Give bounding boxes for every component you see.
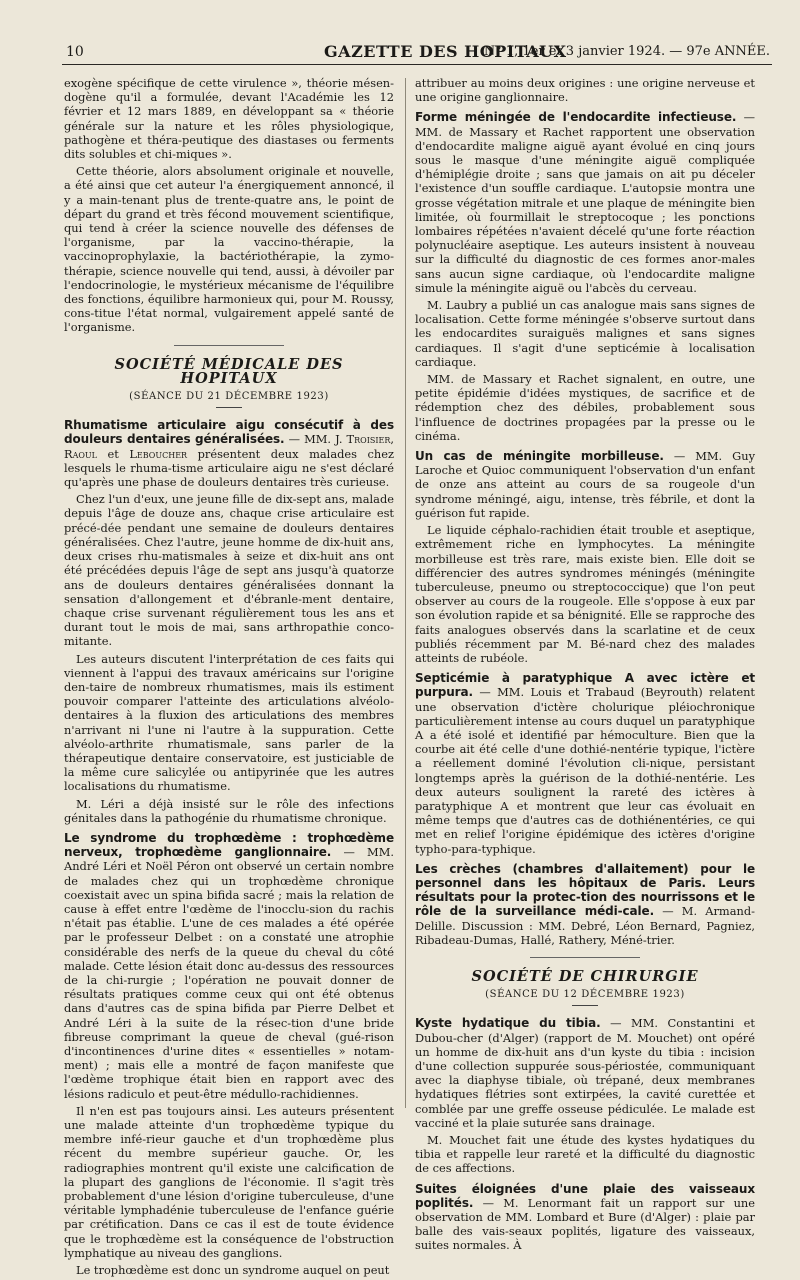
short-rule [216,407,242,408]
article-paragraph: Les crèches (chambres d'allaitement) pour le personnel dans les hôpitaux de Paris. Leurs résultats pour la protec-tion des nourrissons et le rôle de la surveillance médi-cale. — M. Armand-Delille. Discussion : MM. Debré, Léon Bernard, Pagniez, Ribadeau-Dumas, Hallé, Rathery, Méné-trier. [415,861,755,947]
article-paragraph: Rhumatisme articulaire aigu consécutif à des douleurs dentaires généralisées. — MM. J. Troisier, Raoul et Leboucher présentent deux malades chez lesquels le rhuma-tisme articulaire aigu ne s'est déclaré qu'après une phase de douleurs dentaires très curieuse. [64,418,394,490]
article-paragraph: Suites éloignées d'une plaie des vaisseaux poplités. — M. Lenormant fait un rapport sur une observation de MM. Lombard et Bure (d'Alger) : plaie par balle des vais-seaux poplités, ligature des vaisseaux, suites normales. À [415,1181,755,1253]
issue-info: N° 1, 1er et 3 janvier 1924. — 97e ANNÉE. [483,44,770,59]
article-title: Forme méningée de l'endocardite infectieuse. [415,110,737,125]
short-rule [572,1005,598,1006]
article-title: Suites éloignées d'une plaie des vaisseaux poplités. [415,1181,755,1210]
paragraph: Cette théorie, alors absolument originale et nouvelle, a été ainsi que cet auteur l'a énergiquement annoncé, il y a main-tenant plus de trente-quatre ans, le point de départ du grand et très fécond mouvement scientifique, qui tend à créer la science nouvelle des défenses de l'organisme, par la vaccino-thérapie, la vaccinoprophylaxie, la bactériothérapie, la zymo-thérapie, science nouvelle qui tend, aussi, à dévoiler par l'endocrinologie, le mystérieux mécanisme de l'équilibre des fonctions, équilibre harmonieux qui, pour M. Roussy, cons-titue l'état normal, vulgairement appelé santé de l'organisme. [64,164,394,335]
article-title: Kyste hydatique du tibia. [415,1016,601,1031]
section-title: SOCIÉTÉ DE CHIRURGIE [471,967,699,985]
paragraph: MM. de Massary et Rachet signalent, en outre, une petite épidémie d'idées mystiques, de sacrifice et de rédemption chez des débiles, probablement sous l'influence de doctrines propagées par la presse ou le cinéma. [415,372,755,443]
article-title: Septicémie à paratyphique A avec ictère et purpura. [415,671,755,700]
article-title: Rhumatisme articulaire aigu consécutif à des douleurs dentaires généralisées. [64,418,394,447]
paragraph: M. Léri a déjà insisté sur le rôle des infections génitales dans la pathogénie du rhumatisme chronique. [64,796,394,825]
article-paragraph: Forme méningée de l'endocardite infectieuse. — MM. de Massary et Rachet rapportent une observation d'endocardite maligne aiguë ayant évolué en cinq jours sous le masque d'une méningite aiguë compliquée d'hémiplégie droite ; sans que jamais on ait pu déceler l'existence d'un souffle cardiaque. L'autopsie montra une grosse végétation mitrale et une plaque de méningite bien limitée, où fourmillait le streptocoque ; les ponctions lombaires répétées n'avaient décelé qu'une forte réaction polynucléaire aseptique. Les auteurs insistent à nouveau sur la difficulté du diagnostic de ces formes anor-males sans aucun signe cardiaque, où l'endocardite maligne simule la méningite aiguë ou l'abcès du cerveau. [415,110,755,295]
left-column [64,76,394,1280]
paragraph: M. Mouchet fait une étude des kystes hydatiques du tibia et rappelle leur rareté et la difficulté du diagnostic de ces affections. [415,1133,755,1176]
section-meeting-date: (SÉANCE DU 21 DÉCEMBRE 1923) [129,391,329,403]
paragraph: Il n'en est pas toujours ainsi. Les auteurs présentent une malade atteinte d'un trophœdème typique du membre infé-rieur gauche et d'un trophœdème plus récent du membre supérieur gauche. Or, les radiographies montrent qu'il existe une calcification de la plupart des ganglions de l'économie. Il s'agit très probablement d'une lésion d'origine tuberculeuse, d'une véritable lymphadénie tuberculeuse de l'enfance guérie par crétification. Dans ce cas il est de toute évidence que le trophœdème est la conséquence de l'obstruction lymphatique au niveau des ganglions. [64,1103,394,1260]
right-column [415,76,755,1256]
paragraph: M. Laubry a publié un cas analogue mais sans signes de localisation. Cette forme méningée s'observe surtout dans les endocardites suraiguës malignes et sans signes cardiaques. Il s'agit d'une septicémie à localisation cardiaque. [415,298,755,369]
journal-name: GAZETTE DES HOPITAUX [324,42,567,61]
article-title: Les crèches (chambres d'allaitement) pour le personnel dans les hôpitaux de Paris. Leurs résultats pour la protec-tion des nourrissons et le rôle de la surveillance médi-cale. [415,861,755,919]
author-names: Leboucher [129,446,188,461]
article-paragraph: Kyste hydatique du tibia. — MM. Constantini et Dubou-cher (d'Alger) (rapport de M. Mouchet) ont opéré un homme de dix-huit ans d'un kyste du tibia : incision d'une collection suppurée sous-périostée, communiquant avec la diaphyse tibiale, où trépané, deux membranes hydatiques flétries sont extirpées, la cavité curettée et comblée par une greffe osseuse pédiculée. Le malade est vacciné et la plaie suturée sans drainage. [415,1016,755,1130]
section-title: SOCIÉTÉ MÉDICALE DES HOPITAUX [114,355,344,387]
paragraph: attribuer au moins deux origines : une origine nerveuse et une origine ganglionnaire. [415,76,755,105]
paragraph: Les auteurs discutent l'interprétation de ces faits qui viennent à l'appui des travaux américains sur l'origine den-taire de nombreux rhumatismes, mais ils estiment pouvoir comparer l'atteinte des articulations alvéolo-dentaires à la fluxion des articulations des membres n'arrivant ni l'une ni l'autre à la suppuration. Cette alvéolo-arthrite rhumatismale, sans parler de la thérapeutique dentaire conservatoire, est justiciable de la même cure salicylée ou antipyrinée que les autres localisations du rhumatisme. [64,651,394,794]
article-title: Un cas de méningite morbilleuse. [415,449,664,464]
section-separator [174,345,284,346]
article-paragraph: Un cas de méningite morbilleuse. — MM. Guy Laroche et Quioc communiquent l'observation d'un enfant de onze ans atteint au cours de sa rougeole d'un syndrome méningé, aigu, intense, très fébrile, et dont la guérison fut rapide. [415,449,756,520]
paragraph: Chez l'un d'eux, une jeune fille de dix-sept ans, malade depuis l'âge de douze ans, chaque crise articulaire est précé-dée pendant une semaine de douleurs dentaires généralisées. Chez l'autre, jeune homme de dix-huit ans, deux crises rhu-matismales à seize et dix-huit ans ont été précédées depuis l'âge de sept ans jusqu'à quatorze ans de douleurs dentaires généralisées donnant la sensation d'allongement et d'ébranle-ment dentaire, chaque crise survenant régulièrement tous les ans et durant tout le mois de mai, sans arthropathie conco-mitante. [64,492,394,649]
page-number: 10 [66,44,84,60]
article-paragraph: Le syndrome du trophœdème : trophœdème nerveux, trophœdème ganglionnaire. — MM. André Léri et Noël Péron ont observé un certain nombre de malades chez qui un trophœdème chronique coexistait avec un spina bifida sacré ; mais la relation de cause à effet entre l'œdème de l'inocclu-sion du rachis n'était pas établie. L'une de ces malades a été opérée par le professeur Delbet : on a constaté une atrophie considérable des nerfs de la queue du cheval du côté malade. Cette lésion était donc au-dessus des ressources de la chi-rurgie ; l'opération ne pouvait donner de résultats pratiques comme ceux qui ont été obtenus dans d'autres cas de spina bifida par Pierre Delbet et André Léri à la suite de la résec-tion d'une bride fibreuse comprimant la queue de cheval (gué-rison d'incontinences d'urine dites « essentielles » notam-ment) ; mais elle a montré de façon manifeste que l'œdème trophique était bien en rapport avec des lésions radiculo et peut-être médullo-rachidiennes. [64,830,394,1101]
paragraph: Le liquide céphalo-rachidien était trouble et aseptique, extrêmement riche en lymphocytes. La méningite morbilleuse est très rare, mais existe bien. Elle doit se différencier des autres syndromes méningés (méningite tuberculeuse, pneumo ou streptococcique) que l'on peut observer au cours de la rougeole. Elle s'oppose à eux par son évolution rapide et sa bénignité. Elle se rapproche des faits analogues observés dans la scarlatine et de ceux publiés récemment par M. Bé-nard chez des malades atteints de rubéole. [415,523,755,665]
page-header [62,40,772,65]
paragraph: exogène spécifique de cette virulence », théorie mésen-dogène qu'il a formulée, devant l'Académie les 12 février et 12 mars 1889, en développant sa « théorie générale sur la nature et les rôles physiologique, pathogène et théra-peutique des diastases ou ferments dits solubles et chi-miques ». [64,76,394,162]
section-separator [530,957,640,958]
paragraph: Le trophœdème est donc un syndrome auquel on peut [76,1263,390,1278]
column-divider [405,78,406,1108]
section-meeting-date: (SÉANCE DU 12 DÉCEMBRE 1923) [485,989,685,1001]
author-names: Troisier, Raoul [64,432,394,461]
article-title: Le syndrome du trophœdème : trophœdème nerveux, trophœdème ganglionnaire. [64,830,394,860]
article-paragraph: Septicémie à paratyphique A avec ictère et purpura. — MM. Louis et Trabaud (Beyrouth) relatent une observation d'ictère cholurique pléiochronique particulièrement intense au cours duquel un paratyphique A a été isolé et identifié par hémoculture. Bien que la courbe ait été celle d'une dothié-nentérie typique, l'ictère a réellement dominé l'évolution cli-nique, persistant longtemps après la guérison de la dothié-nentérie. Les deux auteurs soulignent la rareté des ictères à paratyphique A et montrent que leur cas évoluait en même temps que d'autres cas de dothiénentéries, ce qui met en relief l'origine épidémique des ictères d'origine typho-para-typhique. [415,671,755,856]
